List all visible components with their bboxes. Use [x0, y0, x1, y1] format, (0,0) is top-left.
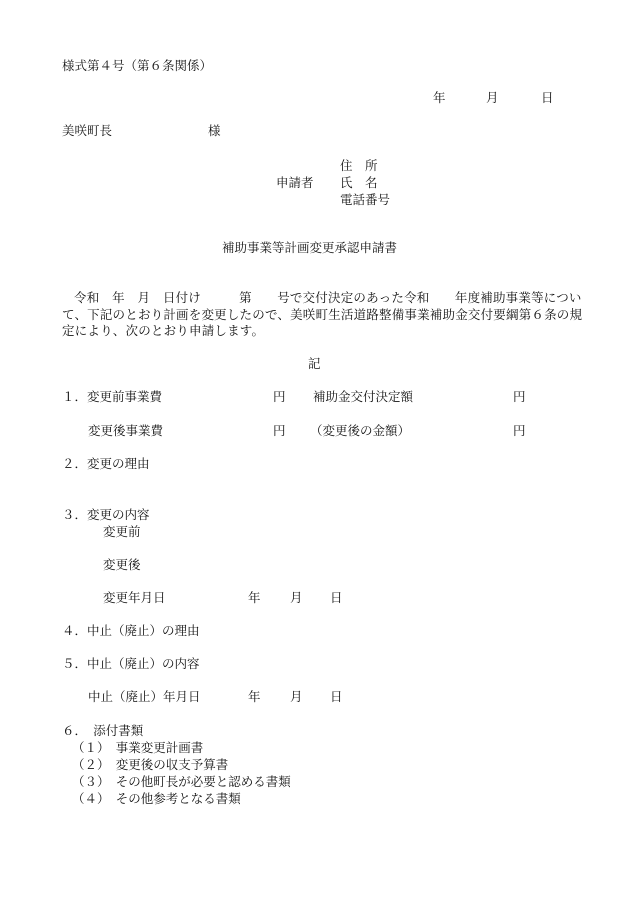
- item3-content: ３．変更の内容: [62, 507, 150, 522]
- ki-heading: 記: [308, 356, 321, 371]
- addressee-name: 美咲町長: [62, 123, 113, 138]
- item3-before: 変更前: [103, 524, 141, 539]
- date-month: 月: [290, 590, 303, 605]
- item5-stop-date: 中止（廃止）年月日: [88, 689, 201, 704]
- grant-after-label: （変更後の金額）: [310, 423, 411, 438]
- date-month: 月: [290, 689, 303, 704]
- date-year: 年: [248, 590, 261, 605]
- item1-before-cost: １．変更前事業費: [62, 389, 163, 404]
- item6-attachments: ６． 添付書類: [62, 723, 144, 738]
- applicant-address-label: 住 所: [340, 158, 378, 173]
- item3-change-date: 変更年月日: [103, 590, 166, 605]
- attachment-item: （３） その他町長が必要と認める書類: [72, 774, 291, 789]
- item1-after-cost: 変更後事業費: [88, 423, 164, 438]
- attachment-item: （１） 事業変更計画書: [72, 740, 204, 755]
- item3-after: 変更後: [103, 557, 141, 572]
- yen-unit: 円: [273, 389, 286, 404]
- date-month: 月: [486, 90, 499, 105]
- yen-unit: 円: [513, 389, 526, 404]
- yen-unit: 円: [513, 423, 526, 438]
- date-day: 日: [541, 90, 554, 105]
- document-title: 補助事業等計画変更承認申請書: [222, 240, 398, 255]
- body-paragraph: 令和 年 月 日付け 第 号で交付決定のあった令和 年度補助事業等について、下記のとおり計画を変更したので、美咲町生活道路整備事業補助金交付要綱第６条の規定により、次のとおり申請します。: [62, 290, 583, 338]
- attachment-item: （４） その他参考となる書類: [72, 791, 241, 806]
- item5-stop-content: ５．中止（廃止）の内容: [62, 656, 200, 671]
- attachment-item: （２） 変更後の収支予算書: [72, 757, 229, 772]
- date-day: 日: [330, 689, 343, 704]
- item2-reason: ２．変更の理由: [62, 456, 150, 471]
- applicant-label: 申請者: [276, 175, 314, 190]
- date-year: 年: [433, 90, 446, 105]
- grant-amount-label: 補助金交付決定額: [313, 389, 414, 404]
- applicant-phone-label: 電話番号: [340, 192, 391, 207]
- date-day: 日: [330, 590, 343, 605]
- addressee-honorific: 様: [208, 123, 221, 138]
- item4-stop-reason: ４．中止（廃止）の理由: [62, 623, 200, 638]
- yen-unit: 円: [273, 423, 286, 438]
- form-number: 様式第４号（第６条関係）: [62, 58, 213, 73]
- applicant-name-label: 氏 名: [340, 175, 378, 190]
- date-year: 年: [248, 689, 261, 704]
